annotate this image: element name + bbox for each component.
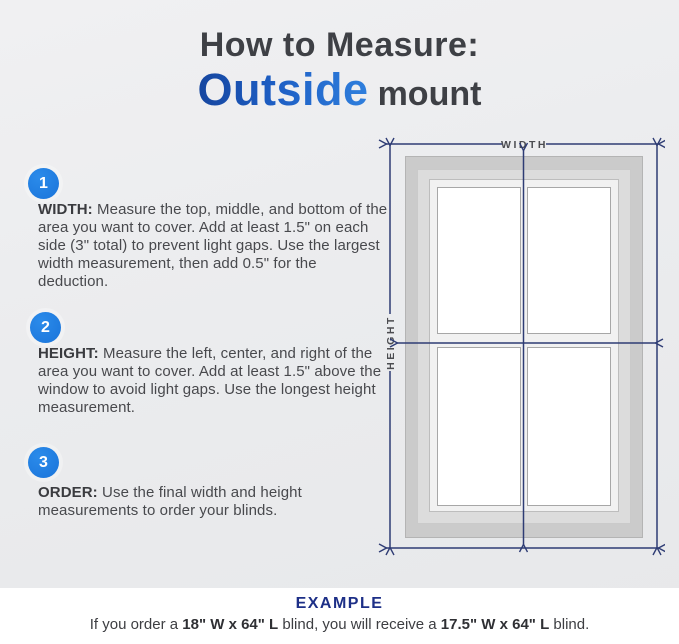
step-2-badge [30, 312, 61, 343]
page-title [0, 26, 679, 126]
example-suffix: blind. [549, 616, 590, 633]
step-1-badge [28, 168, 59, 199]
measurement-arrows-overlay [373, 126, 665, 558]
step-2-body: Measure the left, center, and right of the area you want to cover. Add at least 1.5" above the window to avoid light gaps. Use the longest height measurement. [38, 345, 382, 416]
example-receive-size: 17.5" W x 64" L [440, 616, 550, 633]
step-3-text [38, 484, 388, 520]
step-1-text [38, 201, 388, 291]
title-mount-word: mount [377, 75, 482, 113]
height-label: HEIGHT [385, 315, 397, 370]
step-3-label: ORDER: [38, 484, 98, 501]
step-3-number: 3 [39, 453, 48, 471]
step-2-label: HEIGHT: [38, 345, 99, 362]
example-heading: EXAMPLE [295, 595, 384, 612]
step-2-text [38, 345, 388, 417]
step-2-number: 2 [41, 318, 50, 336]
title-line1: How to Measure: [199, 26, 480, 64]
example-order-size: 18" W x 64" L [182, 616, 279, 633]
step-3-badge [28, 447, 59, 478]
step-1-body: Measure the top, middle, and bottom of the area you want to cover. Add at least 1.5" on each side (3" total) to prevent light gaps. Use the largest width measurement, then add 0.5" for the deduction. [38, 201, 388, 290]
step-1-number: 1 [39, 174, 48, 192]
title-highlight: Outside [197, 64, 369, 115]
example-text [0, 615, 679, 635]
example-section [0, 588, 679, 644]
step-3-body: Use the final width and height measurements to order your blinds. [38, 484, 302, 519]
example-middle: blind, you will receive a [278, 616, 441, 633]
width-label: WIDTH [501, 139, 548, 151]
title-line2 [0, 65, 679, 126]
step-1-label: WIDTH: [38, 201, 93, 218]
example-prefix: If you order a [89, 616, 183, 633]
